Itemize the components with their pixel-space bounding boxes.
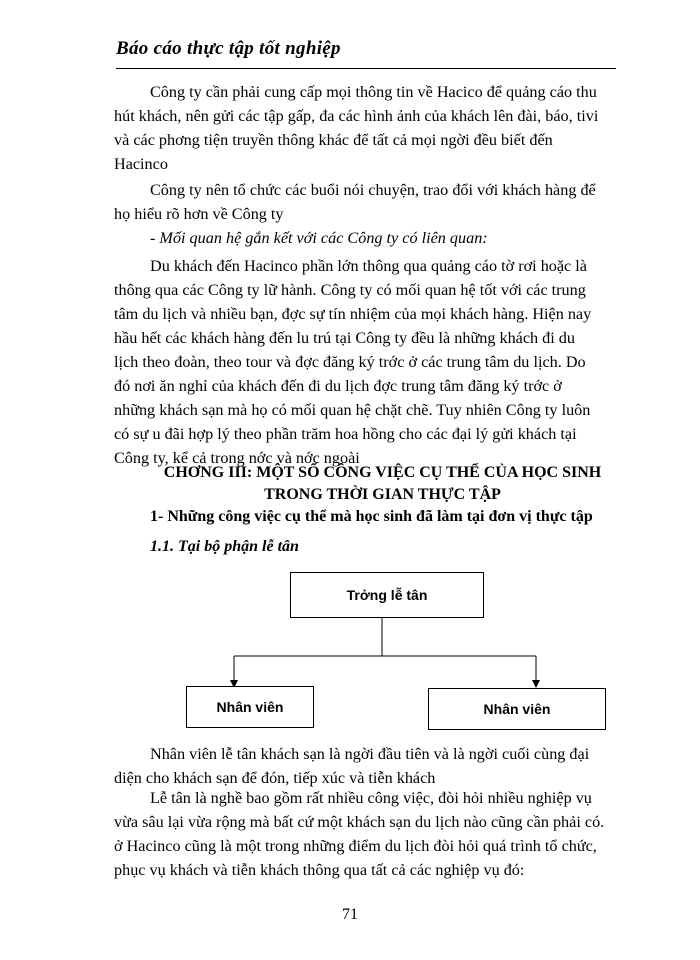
org-box-staff-left [186, 686, 314, 728]
subsection-heading: 1.1. Tại bộ phận lễ tân [150, 538, 299, 555]
paragraph-line: hầu hết các khách hàng đến lu trú tại Công ty đều là những khách đi du [114, 329, 575, 347]
paragraph-line: đó nơi ăn nghỉ của khách đến đi du lịch đợc trung tâm đăng ký trớc ở [114, 377, 562, 395]
paragraph-line: Công ty, kể cả trong nớc và nớc ngoài [114, 449, 360, 467]
page-number: 71 [342, 906, 358, 923]
paragraph-line: tâm du lịch và nhiều bạn, đợc sự tín nhiệm của mọi khách hàng. Hiện nay [114, 305, 592, 323]
paragraph-line: Công ty cần phải cung cấp mọi thông tin về Hacico để quảng cáo thu [150, 83, 597, 101]
org-box-label: Nhân viên [216, 699, 284, 715]
paragraph-line: - Mối quan hệ gắn kết với các Công ty có liên quan: [150, 229, 488, 247]
paragraph-line: những khách sạn mà họ có mối quan hệ chặt chẽ. Tuy nhiên Công ty luôn [114, 401, 591, 419]
paragraph-line: diện cho khách sạn để đón, tiếp xúc và tiễn khách [114, 769, 436, 787]
header-title: Báo cáo thực tập tốt nghiệp [116, 38, 341, 59]
chapter-heading-line: CHƠNG III: MỘT SỐ CÔNG VIỆC CỤ THỂ CỦA HỌC SINH [163, 464, 602, 481]
paragraph-line: và các phơng tiện truyền thông khác để tất cả mọi ngời đều biết đến [114, 131, 553, 149]
paragraph-6 [114, 786, 620, 882]
chapter-heading-line: TRONG THỜI GIAN THỰC TẬP [264, 486, 501, 503]
paragraph-line: Lễ tân là nghề bao gồm rất nhiều công việc, đòi hỏi nhiều nghiệp vụ [150, 789, 592, 807]
paragraph-line: lịch theo đoàn, theo tour và đợc đăng ký trớc ở các trung tâm du lịch. Do [114, 353, 586, 371]
paragraph-line: hút khách, nên gửi các tập gấp, đa các hình ảnh của khách lên đài, báo, tivi [114, 107, 599, 125]
paragraph-line: thông qua các Công ty lữ hành. Công ty có mối quan hệ tốt với các trung [114, 281, 586, 299]
paragraph-line: có sự u đãi hợp lý theo phần trăm hoa hồng cho các đại lý gửi khách tại [114, 425, 577, 443]
arrowhead-right [532, 680, 540, 688]
paragraph-line: vừa sâu lại vừa rộng mà bất cứ một khách sạn du lịch nào cũng cần phải có. [114, 813, 605, 831]
paragraph-line: Du khách đến Hacinco phần lớn thông qua quảng cáo tờ rơi hoặc là [150, 257, 587, 275]
section-heading: 1- Những công việc cụ thể mà học sinh đã làm tại đơn vị thực tập [150, 508, 593, 525]
paragraph-line: phục vụ khách và tiễn khách thông qua tất cả các nghiệp vụ đó: [114, 861, 525, 879]
org-box-label: Nhân viên [483, 701, 551, 717]
paragraph-line: Nhân viên lễ tân khách sạn là ngời đầu tiên và là ngời cuối cùng đại [150, 745, 590, 763]
org-box-staff-right [428, 688, 606, 730]
paragraph-line: Hacinco [114, 155, 168, 173]
paragraph-line: họ hiểu rõ hơn về Công ty [114, 205, 284, 223]
org-box-label: Trởng lễ tân [346, 587, 428, 603]
paragraph-line: ở Hacinco cũng là một trong những điểm du lịch đòi hỏi quá trình tổ chức, [114, 837, 597, 855]
org-box-head-receptionist [290, 572, 484, 618]
paragraph-line: Công ty nên tổ chức các buổi nói chuyện, trao đổi với khách hàng để [150, 181, 596, 199]
paragraph-5 [114, 742, 620, 790]
